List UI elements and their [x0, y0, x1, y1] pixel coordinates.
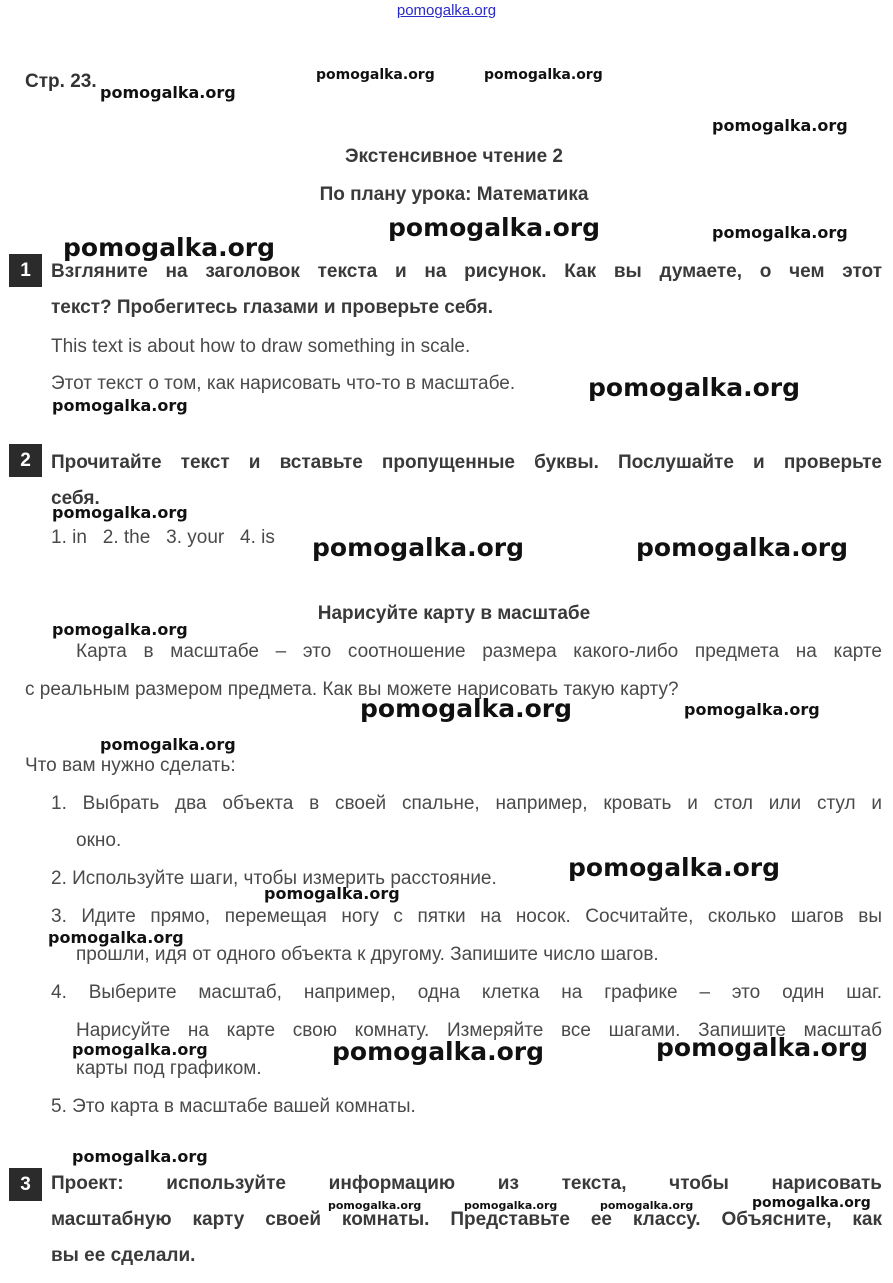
task-3-badge: 3	[9, 1168, 42, 1201]
watermark: pomogalka.org	[72, 1040, 208, 1059]
task-1-instruction-line: Взгляните на заголовок текста и на рисунок. Как вы думаете, о чем этот	[51, 261, 882, 282]
watermark: pomogalka.org	[656, 1033, 869, 1062]
task-2-instruction-line: себя.	[51, 488, 100, 509]
article-paragraph-line: с реальным размером предмета. Как вы можете нарисовать такую карту?	[25, 679, 679, 700]
task-1-answer-ru: Этот текст о том, как нарисовать что-то в масштабе.	[51, 373, 516, 394]
watermark: pomogalka.org	[63, 233, 276, 262]
watermark: pomogalka.org	[712, 116, 848, 135]
watermark: pomogalka.org	[712, 223, 848, 242]
watermark: pomogalka.org	[332, 1037, 545, 1066]
watermark: pomogalka.org	[388, 213, 601, 242]
task-1-instruction-line: текст? Пробегитесь глазами и проверьте себя.	[51, 297, 494, 318]
step-1-line: 1. Выбрать два объекта в своей спальне, например, кровать и стол или стул и	[51, 793, 882, 814]
task-1-answer-en: This text is about how to draw something in scale.	[51, 336, 471, 357]
watermark: pomogalka.org	[752, 1195, 871, 1211]
site-link[interactable]: pomogalka.org	[396, 2, 497, 19]
page-subtitle: По плану урока: Математика	[319, 184, 589, 205]
watermark: pomogalka.org	[52, 503, 188, 522]
watermark: pomogalka.org	[72, 1147, 208, 1166]
step-1-line: окно.	[76, 830, 122, 851]
task-3-instruction	[51, 1172, 882, 1280]
step-4-line: Нарисуйте на карте свою комнату. Измеряйте все шагами. Запишите масштаб	[76, 1020, 882, 1041]
watermark: pomogalka.org	[316, 67, 435, 83]
watermark: pomogalka.org	[312, 533, 525, 562]
step-3-line: прошли, идя от одного объекта к другому. Запишите число шагов.	[76, 944, 659, 965]
task-1-badge: 1	[9, 254, 42, 287]
watermark: pomogalka.org	[52, 620, 188, 639]
page-title: Экстенсивное чтение 2	[344, 146, 564, 167]
task-1-instruction	[51, 260, 882, 332]
task-3-instruction-line: вы ее сделали.	[51, 1245, 196, 1266]
watermark: pomogalka.org	[100, 83, 236, 102]
watermark: pomogalka.org	[360, 694, 573, 723]
watermark: pomogalka.org	[328, 1199, 422, 1212]
step-4-line: карты под графиком.	[76, 1058, 262, 1079]
task-3-instruction-line: масштабную карту своей комнаты. Представьте ее классу. Объясните, как	[51, 1209, 882, 1230]
step-2: 2. Используйте шаги, чтобы измерить расстояние.	[51, 868, 497, 889]
article-heading: Нарисуйте карту в масштабе	[317, 603, 591, 624]
article-paragraph-line: Карта в масштабе – это соотношение размера какого-либо предмета на карте	[76, 641, 882, 662]
watermark: pomogalka.org	[48, 928, 184, 947]
step-3-line: 3. Идите прямо, перемещая ногу с пятки на носок. Сосчитайте, сколько шагов вы	[51, 906, 882, 927]
steps-intro: Что вам нужно сделать:	[25, 755, 236, 776]
watermark: pomogalka.org	[264, 884, 400, 903]
task-3-instruction-line: Проект: используйте информацию из текста, чтобы нарисовать	[51, 1173, 882, 1194]
task-2-instruction-line: Прочитайте текст и вставьте пропущенные буквы. Послушайте и проверьте	[51, 452, 882, 473]
watermark: pomogalka.org	[568, 853, 781, 882]
watermark: pomogalka.org	[600, 1199, 694, 1212]
watermark: pomogalka.org	[100, 735, 236, 754]
step-5: 5. Это карта в масштабе вашей комнаты.	[51, 1096, 416, 1117]
page-number: Стр. 23.	[25, 71, 97, 92]
watermark: pomogalka.org	[684, 700, 820, 719]
watermark: pomogalka.org	[636, 533, 849, 562]
task-2-badge: 2	[9, 444, 42, 477]
step-4-line: 4. Выберите масштаб, например, одна клетка на графике – это один шаг.	[51, 982, 882, 1003]
watermark: pomogalka.org	[52, 396, 188, 415]
watermark: pomogalka.org	[588, 373, 801, 402]
watermark: pomogalka.org	[464, 1199, 558, 1212]
task-2-answers: 1. in 2. the 3. your 4. is	[51, 527, 275, 548]
watermark: pomogalka.org	[484, 67, 603, 83]
